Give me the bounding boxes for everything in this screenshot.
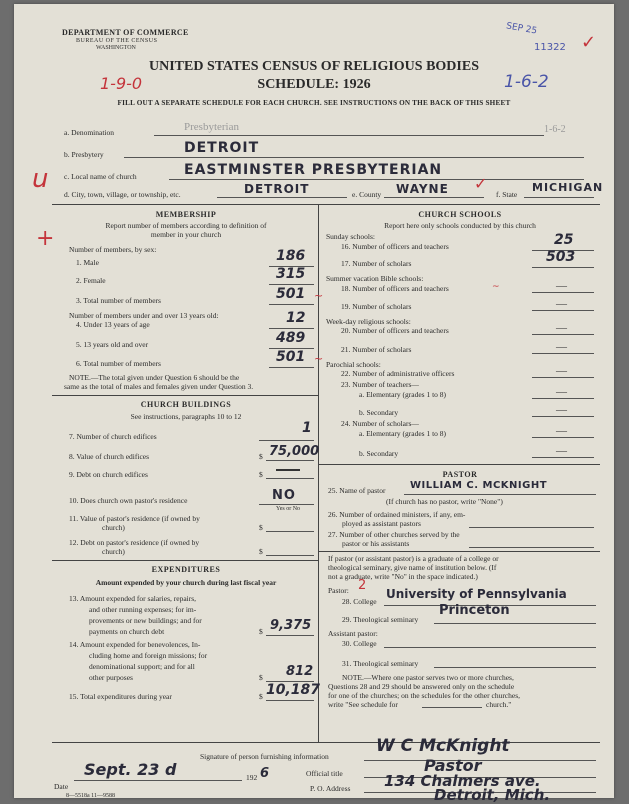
q22-dash: — — [556, 365, 567, 377]
q24b-dash: — — [556, 445, 567, 457]
q31-line — [434, 667, 596, 668]
q15-dollar: $ — [259, 692, 263, 701]
state-label: f. State — [496, 190, 518, 199]
q22-line — [532, 377, 594, 378]
q18-line — [532, 292, 594, 293]
q12-line — [266, 555, 314, 556]
q26-label-b: ployed as assistant pastors — [342, 519, 421, 528]
denomination-label: a. Denomination — [64, 128, 114, 137]
q26-label-a: 26. Number of ordained ministers, if any, em- — [328, 510, 466, 519]
pastor-heading: PASTOR — [442, 470, 478, 479]
column-divider — [318, 204, 319, 742]
q16-label: 16. Number of officers and teachers — [341, 242, 449, 251]
form-number: 8—5518a 11—9588 — [66, 793, 115, 799]
q27-line — [469, 547, 594, 548]
q15-value: 10,187 — [266, 682, 321, 698]
q24a-dash: — — [556, 425, 567, 437]
pastor-note3: for one of the churches; on the schedules for the other churches, — [328, 691, 521, 700]
q25-value: WILLIAM C. MCKNIGHT — [410, 480, 548, 491]
q6-value: 501 — [276, 349, 306, 365]
city-line — [217, 197, 347, 198]
q30-line — [384, 647, 596, 648]
bureau-label: BUREAU OF THE CENSUS — [76, 38, 158, 44]
local-name-value: EASTMINSTER PRESBYTERIAN — [184, 162, 443, 178]
weekday-label: Week-day religious schools: — [326, 317, 411, 326]
city-label-d: d. City, town, village, or township, etc. — [64, 190, 181, 199]
q24b-label: b. Secondary — [359, 449, 399, 458]
q25-hint: (If church has no pastor, write "None") — [386, 497, 503, 506]
schools-sub: Report here only schools conducted by this church — [384, 221, 536, 230]
check-mark: ✓ — [581, 32, 597, 53]
expenditures-heading: EXPENDITURES — [151, 565, 221, 574]
q2-value: 315 — [276, 266, 306, 282]
membership-sub2: member in your church — [150, 230, 222, 239]
signature-label: Signature of person furnishing information — [200, 752, 329, 761]
q14-label-a: 14. Amount expended for benevolences, In- — [69, 640, 201, 649]
census-schedule-form — [14, 4, 614, 804]
q13-value: 9,375 — [270, 618, 312, 633]
q15-label: 15. Total expenditures during year — [69, 692, 172, 701]
margin-mark-plus: + — [36, 226, 55, 251]
q16-value: 25 — [554, 232, 574, 248]
denomination-line — [154, 135, 544, 136]
q13-label-a: 13. Amount expended for salaries, repairs, — [69, 594, 197, 603]
q20-label: 20. Number of officers and teachers — [341, 326, 449, 335]
buildings-sub: See instructions, paragraphs 10 to 12 — [130, 412, 242, 421]
pastor-note2: Questions 28 and 29 should be answered only on the schedule — [328, 682, 515, 691]
year-printed: 192 — [246, 773, 258, 782]
q23a-line — [532, 398, 594, 399]
q9-label: 9. Debt on church edifices — [69, 470, 148, 479]
q23a-dash: — — [556, 386, 567, 398]
q3-line — [269, 304, 314, 305]
summer-label: Summer vacation Bible schools: — [326, 274, 424, 283]
q7-line — [259, 440, 314, 441]
q3-value: 501 — [276, 286, 306, 302]
q8-line — [266, 460, 314, 461]
pastor-note4: write "See schedule for — [328, 700, 398, 709]
q6-label: 6. Total number of members — [76, 359, 161, 368]
q14-label-d: other purposes — [89, 673, 133, 682]
q7-value: 1 — [302, 420, 312, 436]
q14-value: 812 — [286, 664, 314, 679]
q29-value: Princeton — [439, 603, 510, 618]
margin-mark-u: u — [32, 164, 49, 194]
q30-label: 30. College — [342, 639, 377, 648]
q11-label-a: 11. Value of pastor's residence (if owned by — [69, 514, 200, 523]
q12-label-b: church) — [102, 547, 125, 556]
graduate-note2: theological seminary, give name of institution below. (If — [328, 563, 497, 572]
q20-dash: — — [556, 322, 567, 334]
q12-dollar: $ — [259, 547, 263, 556]
q27-label-a: 27. Number of other churches served by the — [328, 530, 460, 539]
city-value: DETROIT — [244, 182, 310, 196]
schedule-title: SCHEDULE: 1926 — [257, 77, 371, 92]
presbytery-value: DETROIT — [184, 140, 260, 156]
q14-dollar: $ — [259, 673, 263, 682]
q13-label-c: provements or new buildings; and for — [89, 616, 202, 625]
frame-bottom — [52, 742, 600, 743]
q22-label: 22. Number of administrative officers — [341, 369, 455, 378]
q6-line — [269, 367, 314, 368]
q23-label: 23. Number of teachers— — [341, 380, 419, 389]
county-label: e. County — [352, 190, 382, 199]
q31-label: 31. Theological seminary — [342, 659, 419, 668]
sunday-label: Sunday schools: — [326, 232, 375, 241]
q19-dash: — — [556, 298, 567, 310]
schools-heading: CHURCH SCHOOLS — [418, 210, 502, 219]
county-value: WAYNE — [396, 182, 449, 196]
q4-value: 12 — [286, 310, 306, 326]
pastor-note5: church." — [486, 700, 512, 709]
q2-label: 2. Female — [76, 276, 106, 285]
q24a-label: a. Elementary (grades 1 to 8) — [359, 429, 447, 438]
q1-value: 186 — [276, 248, 306, 264]
q23b-dash: — — [556, 404, 567, 416]
pastor-note1: NOTE.—Where one pastor serves two or more churches, — [342, 673, 514, 682]
membership-note1: NOTE.—The total given under Question 6 should be the — [69, 373, 240, 382]
q17-value: 503 — [546, 249, 576, 265]
graduate-note1: If pastor (or assistant pastor) is a graduate of a college or — [328, 554, 499, 563]
city-label: WASHINGTON — [96, 45, 136, 51]
local-name-label: c. Local name of church — [64, 172, 137, 181]
q23a-label: a. Elementary (grades 1 to 8) — [359, 390, 447, 399]
instruction-line: FILL OUT A SEPARATE SCHEDULE FOR EACH CHURCH. SEE INSTRUCTIONS ON THE BACK OF THIS SHEET — [117, 99, 511, 107]
code-right: 1-6-2 — [504, 72, 549, 92]
date-line — [74, 780, 242, 781]
q9-dash — [276, 469, 300, 471]
received-stamp-number: 11322 — [534, 42, 566, 53]
parochial-label: Parochial schools: — [326, 360, 381, 369]
denomination-code: 1-6-2 — [544, 124, 566, 135]
q8-dollar: $ — [259, 452, 263, 461]
membership-note2: same as the total of males and females given under Question 3. — [64, 382, 254, 391]
q10-value: NO — [272, 488, 296, 503]
q1-label: 1. Male — [76, 258, 99, 267]
q29-label: 29. Theological seminary — [342, 615, 419, 624]
q21-line — [532, 353, 594, 354]
q7-label: 7. Number of church edifices — [69, 432, 157, 441]
q18-dash: — — [556, 280, 567, 292]
q8-label: 8. Value of church edifices — [69, 452, 150, 461]
form-title: UNITED STATES CENSUS OF RELIGIOUS BODIES — [148, 59, 479, 74]
q28-label: 28. College — [342, 597, 377, 606]
state-line — [524, 197, 594, 198]
date-value: Sept. 23 d — [84, 760, 177, 779]
po-address-line2: Detroit, Mich. — [434, 786, 551, 804]
q4-label: 4. Under 13 years of age — [76, 320, 150, 329]
by-sex-label: Number of members, by sex: — [69, 245, 157, 254]
frame-top — [52, 204, 600, 205]
presbytery-label: b. Presbytery — [64, 150, 104, 159]
date-label: Date — [54, 782, 69, 791]
buildings-heading: CHURCH BUILDINGS — [140, 400, 232, 409]
expenditures-rule — [52, 560, 318, 561]
signature-value: W C McKnight — [376, 736, 510, 756]
pastor-red-mark: 2 — [358, 578, 367, 593]
official-title-value: Pastor — [424, 756, 482, 775]
q18-label: 18. Number of officers and teachers — [341, 284, 449, 293]
county-line — [384, 197, 484, 198]
membership-sub1: Report number of members according to definition of — [105, 221, 267, 230]
received-stamp-date: SEP 25 — [505, 21, 538, 37]
q24-label: 24. Number of scholars— — [341, 419, 419, 428]
po-address-label: P. O. Address — [310, 784, 351, 793]
pastor-note-line — [422, 707, 482, 708]
q9-line — [266, 478, 314, 479]
q15-line — [266, 700, 314, 701]
official-title-label: Official title — [306, 769, 343, 778]
q3-label: 3. Total number of members — [76, 296, 161, 305]
q20-line — [532, 334, 594, 335]
q14-label-c: denominational support; and for all — [89, 662, 195, 671]
q24a-line — [532, 437, 594, 438]
code-left: 1-9-0 — [100, 74, 143, 93]
q27-label-b: pastor or his assistants — [342, 539, 410, 548]
q25-label: 25. Name of pastor — [328, 486, 386, 495]
q2-line — [269, 284, 314, 285]
department-label: DEPARTMENT OF COMMERCE — [62, 28, 189, 37]
q13-line — [266, 635, 314, 636]
q14-label-b: cluding home and foreign missions; for — [89, 651, 208, 660]
expenditures-sub: Amount expended by your church during last fiscal year — [95, 578, 277, 587]
q4-line — [269, 328, 314, 329]
q11-label-b: church) — [102, 523, 125, 532]
q9-dollar: $ — [259, 470, 263, 479]
state-value: MICHIGAN — [532, 181, 604, 194]
age-head: Number of members under and over 13 years old: — [69, 311, 219, 320]
q25-line — [404, 494, 596, 495]
denomination-value: Presbyterian — [184, 121, 239, 133]
q3-red-mark: ~ — [314, 289, 324, 302]
graduate-rule — [318, 551, 600, 552]
buildings-rule — [52, 395, 318, 396]
q11-dollar: $ — [259, 523, 263, 532]
assistant-label: Assistant pastor: — [328, 629, 378, 638]
q13-dollar: $ — [259, 627, 263, 636]
q24b-line — [532, 457, 594, 458]
presbytery-line — [124, 157, 584, 158]
q19-line — [532, 310, 594, 311]
q19-label: 19. Number of scholars — [341, 302, 412, 311]
q8-value: 75,000 — [269, 444, 320, 459]
yes-no-hint: Yes or No — [276, 506, 301, 512]
q21-dash: — — [556, 341, 567, 353]
q18-red-mark: ~ — [492, 282, 500, 292]
graduate-note3: not a graduate, write "No" in the space indicated.) — [328, 572, 478, 581]
q21-label: 21. Number of scholars — [341, 345, 412, 354]
q23b-line — [532, 416, 594, 417]
q17-label: 17. Number of scholars — [341, 259, 412, 268]
q23b-label: b. Secondary — [359, 408, 399, 417]
q28-value: University of Pennsylvania — [386, 587, 567, 601]
q26-line — [469, 527, 594, 528]
q13-label-d: payments on church debt — [89, 627, 165, 636]
pastor-sub-label: Pastor: — [328, 586, 349, 595]
po-address-line1: 134 Chalmers ave. — [384, 772, 541, 790]
q29-line — [434, 623, 596, 624]
q13-label-b: and other running expenses; for im- — [89, 605, 197, 614]
q5-label: 5. 13 years old and over — [76, 340, 149, 349]
q6-red-mark: ~ — [314, 352, 324, 365]
q5-value: 489 — [276, 330, 306, 346]
red-check: ✓ — [474, 174, 488, 193]
q12-label-a: 12. Debt on pastor's residence (if owned by — [69, 538, 200, 547]
year-handwritten: 6 — [260, 766, 270, 781]
q10-label: 10. Does church own pastor's residence — [69, 496, 188, 505]
q11-line — [266, 531, 314, 532]
membership-heading: MEMBERSHIP — [155, 210, 217, 219]
local-name-line — [169, 179, 584, 180]
q10-line — [259, 504, 314, 505]
q17-line — [532, 267, 594, 268]
pastor-rule — [318, 464, 600, 465]
